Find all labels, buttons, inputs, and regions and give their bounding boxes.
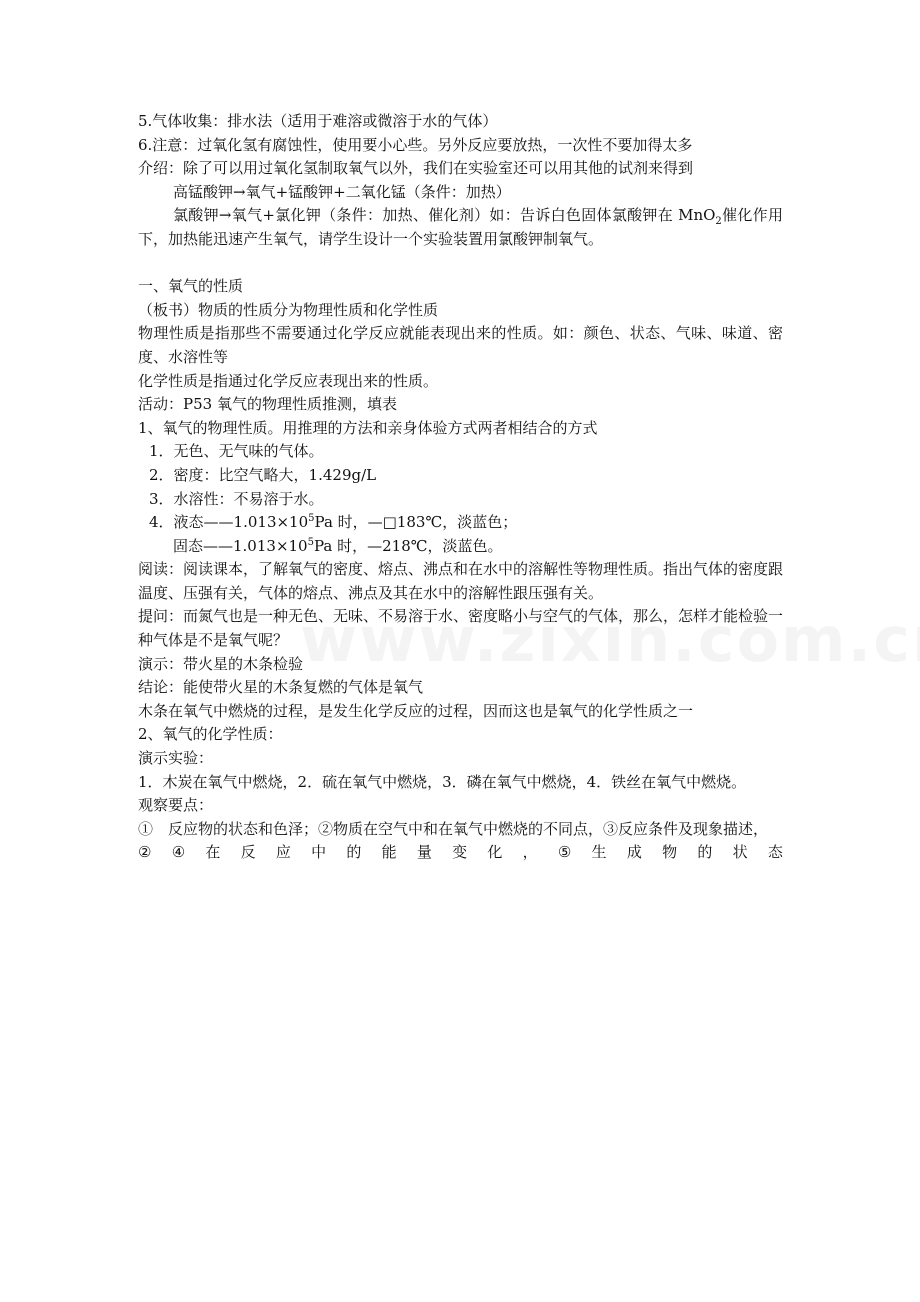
text-line: 演示实验： [138,749,214,768]
text-line: 高锰酸钾→氧气+锰酸钾+二氧化锰（条件：加热） [173,182,511,201]
text-line: 6.注意：过氧化氢有腐蚀性，使用要小心些。另外反应要放热，一次性不要加得太多 [138,135,693,154]
text-line: 1、氧气的物理性质。用推理的方法和亲身体验方式两者相结合的方式 [138,418,598,437]
char: 成 [626,843,642,862]
char: ④ [171,843,186,862]
char: 化 [487,843,503,862]
char: 的 [697,843,713,862]
text-paragraph [138,204,783,251]
text-line: 介绍：除了可以用过氧化氢制取氧气以外，我们在实验室还可以用其他的试剂来得到 [138,159,694,178]
document-body [138,110,783,865]
text-line: （板书）物质的性质分为物理性质和化学性质 [138,300,439,319]
text-line: 1．木炭在氧气中燃烧，2．硫在氧气中燃烧，3．磷在氧气中燃烧，4．铁丝在氧气中燃烧。 [138,772,747,791]
text-line: 活动：P53 氧气的物理性质推测，填表 [138,395,397,414]
text-paragraph: 物理性质是指那些不需要通过化学反应就能表现出来的性质。如：颜色、状态、气味、味道、密度、水溶性等 [138,324,783,366]
list-item [138,511,783,535]
char: 中 [311,843,327,862]
text-span: Pa 时，—□183℃，淡蓝色； [314,513,518,532]
list-item: 1．无色、无气味的气体。 [149,442,324,461]
superscript: 5 [307,536,314,548]
spaced-line [138,841,783,865]
text-line: 观察要点： [138,796,214,815]
char: 变 [452,843,468,862]
section-heading: 一、氧气的性质 [138,277,244,296]
text-line: 木条在氧气中燃烧的过程，是发生化学反应的过程，因而这也是氧气的化学性质之一 [138,701,694,720]
superscript: 5 [308,513,315,525]
char: ② [138,843,152,862]
text-paragraph: ① 反应物的状态和色泽；②物质在空气中和在氧气中燃烧的不同点，③反应条件及现象描述， [138,819,769,838]
text-span: Pa 时，—218℃，淡蓝色。 [313,536,503,555]
char: 在 [205,843,221,862]
char: 生 [591,843,607,862]
subscript: 2 [715,216,722,228]
text-span: 固态——1.013×10 [173,536,308,555]
char: 的 [346,843,362,862]
char: 反 [240,843,256,862]
text-line: 5.气体收集：排水法（适用于难溶或微溶于水的气体） [138,112,498,130]
char: ， [522,843,538,862]
text-paragraph: 阅读：阅读课本，了解氧气的密度、熔点、沸点和在水中的溶解性等物理性质。指出气体的密度跟温度、压强有关，气体的熔点、沸点及其在水中的溶解性跟压强有关。 [138,560,783,602]
text-line: 2、氧气的化学性质： [138,725,283,744]
char: 态 [767,843,783,862]
text-paragraph: 提问：而氮气也是一种无色、无味、不易溶于水、密度略小与空气的气体，那么，怎样才能检验一种气体是不是氧气呢？ [138,607,783,650]
char: 能 [381,843,397,862]
char: 状 [732,843,748,862]
text-line: 结论：能使带火星的木条复燃的气体是氧气 [138,678,424,697]
list-item: 2．密度：比空气略大，1.429g/L [149,465,377,484]
list-item: 3．水溶性：不易溶于水。 [149,489,324,508]
text-span: 氯酸钾→氧气+氯化钾（条件：加热、催化剂）如：告诉白色固体氯酸钾在 MnO [173,206,716,225]
text-line: 演示：带火星的木条检验 [138,654,304,673]
char: ⑤ [557,843,572,862]
char: 应 [275,843,291,862]
blank-line [138,252,783,276]
list-item [138,535,783,559]
text-span: 4．液态——1.013×10 [149,513,309,532]
char: 物 [662,843,678,862]
text-line: 化学性质是指通过化学反应表现出来的性质。 [138,371,439,390]
char: 量 [416,843,432,862]
text-span: 催化作用下，加热能迅速产生氧气，请学生设计一个实验装置用氯酸钾制氧气。 [138,206,783,248]
